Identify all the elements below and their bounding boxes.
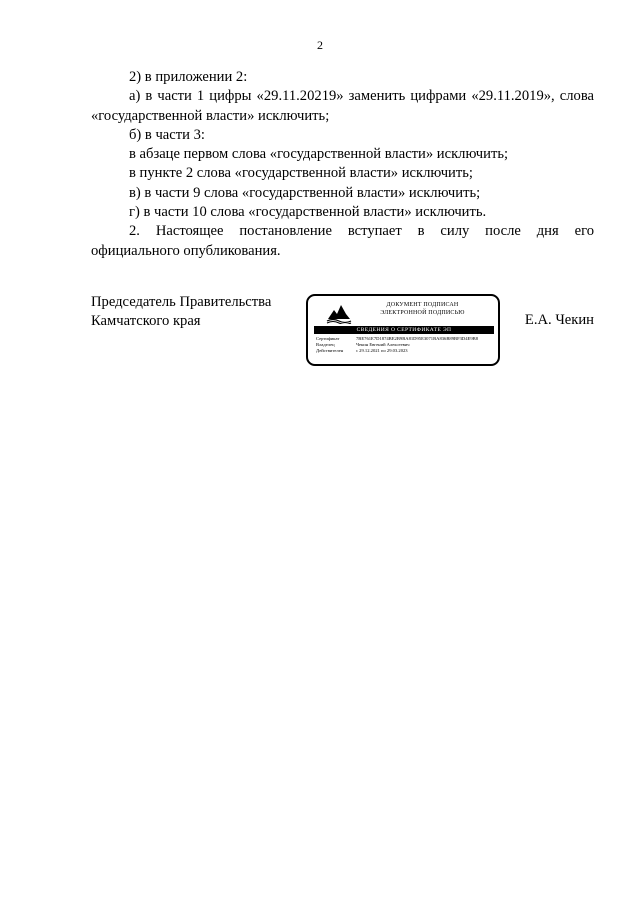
- certificate-value: Чекин Евгений Алексеевич: [356, 342, 410, 348]
- paragraph: 2) в приложении 2:: [129, 69, 248, 85]
- paragraph: в пункте 2 слова «государственной власти» исключить;: [129, 165, 473, 182]
- paragraph: в) в части 9 слова «государственной власти» исключить;: [129, 184, 481, 201]
- certificate-row: [316, 348, 478, 354]
- paragraph: г) в части 10 слова «государственной власти» исключить.: [129, 204, 487, 221]
- stamp-title-line: ЭЛЕКТРОННОЙ ПОДПИСЬЮ: [380, 309, 465, 316]
- paragraph: в абзаце первом слова «государственной власти» исключить;: [129, 146, 509, 163]
- paragraph: а) в части 1 цифры «29.11.20219» заменить цифрами «29.11.2019», слова: [129, 88, 594, 105]
- document-body: [91, 68, 594, 261]
- coat-of-arms-icon: [326, 302, 352, 324]
- position-line: Камчатского края: [91, 313, 201, 330]
- stamp-title-line: ДОКУМЕНТ ПОДПИСАН: [386, 302, 459, 308]
- certificate-key: Владелец: [316, 342, 335, 348]
- certificate-key: Сертификат: [316, 336, 340, 341]
- paragraph: официального опубликования.: [91, 242, 281, 259]
- stamp-title: [360, 302, 485, 317]
- page-number: 2: [317, 38, 323, 52]
- certificate-value: 7BE761E7D1874BE2B9BA81D95E3071BA836B89BF3D4E9B8: [356, 336, 478, 341]
- certificate-details: [316, 336, 478, 355]
- signatory-name: Е.А. Чекин: [524, 312, 594, 328]
- paragraph: б) в части 3:: [129, 126, 205, 143]
- signatory-position: [91, 293, 271, 332]
- paragraph: «государственной власти» исключить;: [91, 107, 330, 124]
- certificate-key: Действителен: [316, 348, 344, 354]
- certificate-value: с 29.12.2021 по 29.03.2023: [356, 348, 408, 354]
- paragraph: 2. Настоящее постановление вступает в силу после дня его: [129, 223, 594, 240]
- certificate-info-bar: СВЕДЕНИЯ О СЕРТИФИКАТЕ ЭП: [314, 326, 494, 334]
- position-line: Председатель Правительства: [91, 294, 272, 310]
- electronic-signature-stamp: [306, 294, 500, 366]
